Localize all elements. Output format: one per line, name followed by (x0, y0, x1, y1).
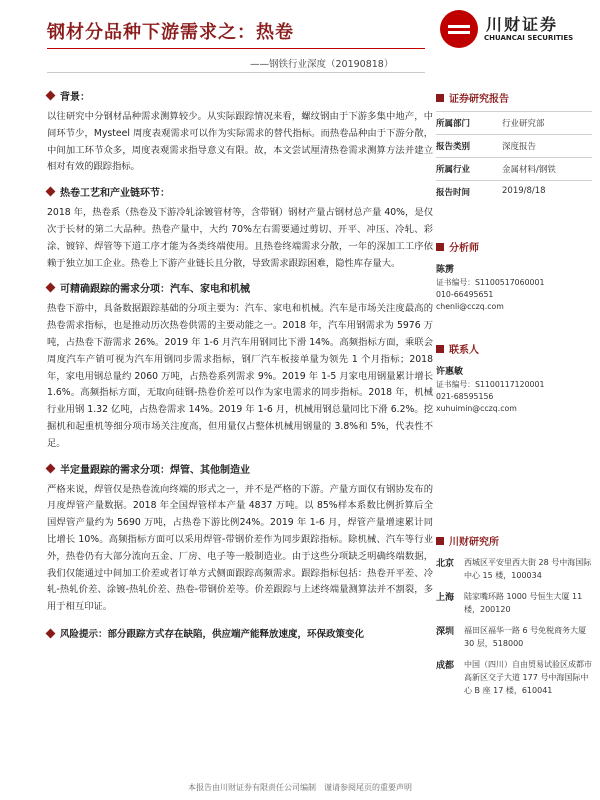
info-row: 报告时间 2019/8/18 (436, 180, 592, 203)
page-footer: 本报告由川财证券有限责任公司编制 谨请参阅尾页的重要声明 (188, 783, 412, 792)
logo-text-en: CHUANCAI SECURITIES (484, 34, 574, 42)
diamond-bullet-icon (46, 463, 56, 473)
report-info-heading: 证券研究报告 (436, 90, 592, 105)
section-heading: 可精确跟踪的需求分项：汽车、家电和机械 (60, 284, 250, 296)
main-content (47, 80, 433, 640)
info-row: 所属部门 行业研究部 (436, 111, 592, 134)
square-marker-icon (436, 537, 444, 545)
info-row: 所属行业 金属材料/钢铁 (436, 157, 592, 180)
subtitle-divider (47, 72, 425, 73)
section-heading: 半定量跟踪的需求分项：焊管、其他制造业 (60, 464, 250, 476)
risk-warning: 风险提示：部分跟踪方式存在缺陷，供应端产能释放速度，环保政策变化 (47, 626, 433, 640)
report-subtitle: ——钢铁行业深度（20190818） (250, 59, 394, 70)
office-chengdu: 成都 中国（四川）自由贸易试验区成都市高新区交子大道 177 号中海国际中心 B 座 17 楼，610041 (436, 660, 592, 695)
office-shenzhen: 深圳 福田区福华一路 6 号免税商务大厦 30 层，518000 (436, 626, 587, 648)
report-title: 钢材分品种下游需求之：热卷 (47, 22, 294, 43)
analyst-phone: 010-66495651 (436, 290, 494, 299)
info-row: 报告类别 深度报告 (436, 134, 592, 157)
analyst-heading: 分析师 (436, 239, 592, 254)
analyst-email[interactable]: chenli@cczq.com (436, 302, 504, 311)
contact-cert: 证书编号：S1100117120001 (436, 380, 545, 389)
section-paragraph: 严格来说，焊管仅是热卷流向终端的形式之一，并不是严格的下游。产量方面仅有钢协发布的月度焊管产量数据。2018 年全国焊管样本产量 4837 万吨。以 85%样本系数比例折算后全国焊管产量约为 5690 万吨，占热卷下游比例24%。2019 年 1-6 月，焊管产量增速累计同比增长 10%。高频指标方面可以采用焊管-带钢价差作为同步跟踪指标。除机械、汽车等行业外，热卷仍有大部分流向五金、厂房、电子等一般制造业。由于这些分项缺乏明确终端数据，我们仅能通过中间加工价差或者订单方式侧面跟踪高频需求。跟踪指标包括：热卷开平差、冷轧-热轧价差、涂镀-热轧价差、热卷-带钢价差等。价差跟踪与上述终端量测算法并不割裂，多用于相互印证。 (47, 483, 433, 613)
section-process (47, 184, 433, 272)
logo-text-cn: 川财证券 (486, 15, 559, 34)
diamond-bullet-icon (46, 187, 56, 197)
section-paragraph: 2018 年，热卷系（热卷及下游冷轧涂镀管材等，含带钢）钢材产量占钢材总产量 40%，是仅次于长材的第二大品种。热卷产量中，大约 70%左右需要通过剪切、开平、冲压、冷轧、彩涂、镀锌、焊管等下道工序才能为各类终端使用。且热卷终端需求分散，一年的深加工工序依赖于独立加工企业。热卷上下游产业链长且分散，导致需求跟踪困难，隐性库存量大。 (47, 207, 433, 269)
contact-email[interactable]: xuhuimin@cczq.com (436, 404, 517, 413)
section-heading: 背景： (60, 92, 90, 103)
section-background (47, 88, 433, 176)
sidebar (436, 90, 592, 697)
section-paragraph: 热卷下游中，具备数据跟踪基础的分项主要为：汽车、家电和机械。汽车是市场关注度最高的热卷需求指标，也是推动历次热卷供需的主要动能之一。2018 年，汽车用钢需求为 5976 万吨，占热卷下游需求 26%。2019 年 1-6 月汽车用钢同比下滑 14%。高频指标方面，乘联会周度汽车产销可视为汽车用钢同步需求指标，钢厂汽车板接单量为领先 1 个月指标；2018 年，家电用钢总量约 2060 万吨，占热卷系列需求 9%。2019 年 1-5 月家电用钢量累计增长1.6%。高频指标方面，无取向硅钢-热卷价差可以作为家电需求的同步指标。2018 年，机械行业用钢 1.32 亿吨，占热卷需求 14%。2019 年 1-6 月，机械用钢总量同比下滑 6.2%。挖掘机和起重机等细分项市场关注度高，但用量仅占整体机械用钢量的 3.8%和 5%，代表性不足。 (47, 303, 433, 449)
section-semi-quant-demand (47, 461, 433, 616)
diamond-bullet-icon (46, 628, 56, 638)
contact-heading: 联系人 (436, 341, 592, 356)
company-logo (440, 10, 590, 50)
analyst-cert: 证书编号：S1100517060001 (436, 278, 545, 287)
section-paragraph: 以往研究中分钢材品种需求测算较少。从实际跟踪情况来看，螺纹钢由于下游多集中地产，中间环节少，Mysteel 周度表观需求可以作为实际需求的替代指标。而热卷品种由于下游分散，中间加工环节众多，周度表观需求指导意义有限。故，本文尝试厘清热卷需求测算方法并建立相对有效的跟踪指标。 (47, 111, 433, 173)
title-divider (47, 48, 425, 49)
contact-name: 许惠敏 (436, 367, 464, 377)
diamond-bullet-icon (46, 91, 56, 101)
square-marker-icon (436, 94, 444, 102)
section-precise-demand (47, 280, 433, 452)
logo-mark-icon (440, 10, 478, 48)
institute-heading: 川财研究所 (436, 533, 592, 548)
square-marker-icon (436, 243, 444, 251)
diamond-bullet-icon (46, 283, 56, 293)
office-shanghai: 上海 陆家嘴环路 1000 号恒生大厦 11 楼，200120 (436, 592, 583, 614)
contact-phone: 021-68595156 (436, 392, 494, 401)
square-marker-icon (436, 345, 444, 353)
analyst-name: 陈雳 (436, 265, 455, 275)
section-heading: 热卷工艺和产业链环节： (60, 188, 170, 200)
office-beijing: 北京 西城区平安里西大街 28 号中海国际中心 15 楼，100034 (436, 558, 592, 580)
